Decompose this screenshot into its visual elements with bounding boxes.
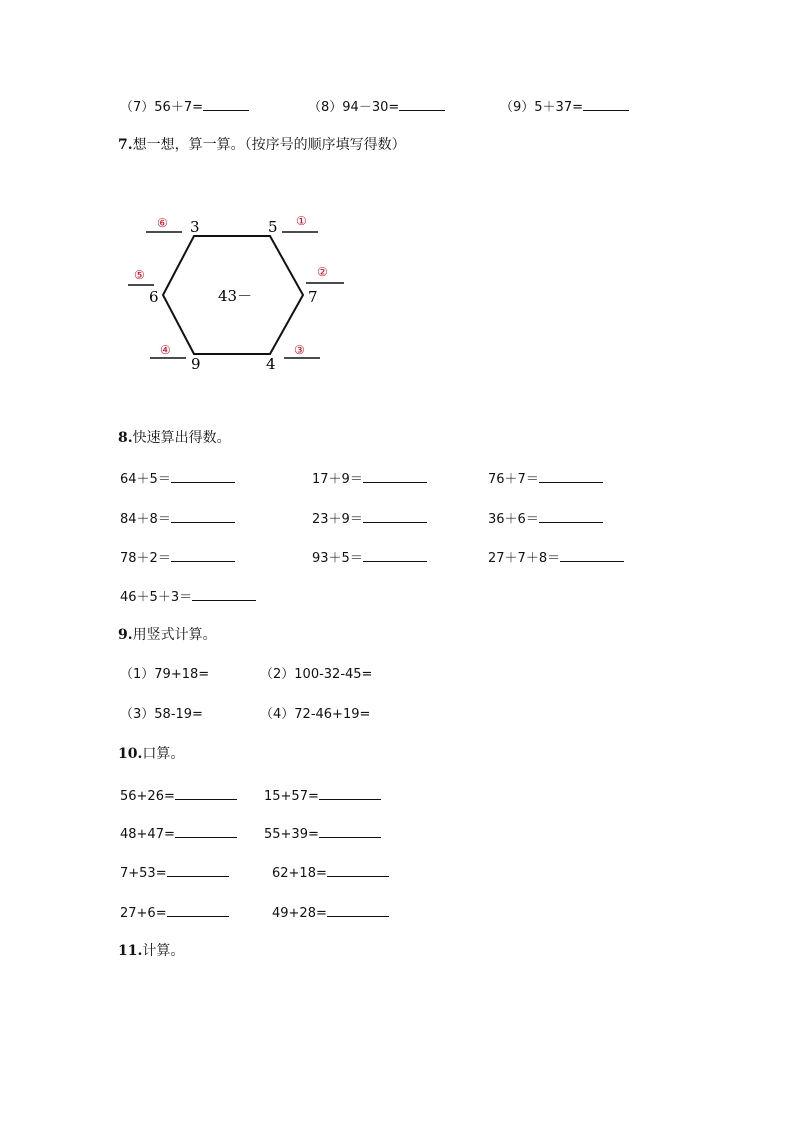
q9-item bbox=[120, 667, 209, 683]
question-8-heading bbox=[118, 429, 231, 447]
answer-blank[interactable] bbox=[171, 470, 235, 483]
answer-blank[interactable] bbox=[203, 98, 249, 111]
expression: 76＋7＝ bbox=[488, 472, 539, 487]
problem-9-text: （9）5＋37= bbox=[500, 100, 583, 115]
question-text: 用竖式计算。 bbox=[132, 627, 217, 643]
expression: 7+53= bbox=[120, 866, 167, 881]
expression: 23＋9＝ bbox=[312, 512, 363, 527]
q9-item bbox=[120, 707, 203, 723]
vertex-label-top-left: 3 bbox=[190, 218, 200, 236]
expression: 27＋7＋8＝ bbox=[488, 551, 561, 566]
order-mark-3: ③ bbox=[294, 343, 305, 357]
vertex-label-right: 7 bbox=[308, 288, 318, 306]
vertex-label-bottom-right: 4 bbox=[266, 355, 276, 373]
expression: 46＋5＋3＝ bbox=[120, 590, 193, 605]
answer-blank[interactable] bbox=[560, 549, 624, 562]
question-number: 10. bbox=[118, 746, 143, 762]
expression: 49+28= bbox=[272, 906, 327, 921]
order-mark-2: ② bbox=[317, 265, 328, 279]
question-number: 11. bbox=[118, 943, 143, 959]
vertex-label-bottom-left: 9 bbox=[191, 355, 201, 373]
expression: 15+57= bbox=[264, 789, 319, 804]
q9-item bbox=[260, 667, 372, 683]
question-7-heading bbox=[118, 136, 406, 154]
expression: 17＋9＝ bbox=[312, 472, 363, 487]
expression: 84＋8＝ bbox=[120, 512, 171, 527]
question-text: 快速算出得数。 bbox=[132, 430, 231, 446]
problem-8 bbox=[308, 98, 445, 116]
expression: 62+18= bbox=[272, 866, 327, 881]
question-number: 8. bbox=[118, 430, 133, 446]
answer-blank[interactable] bbox=[363, 510, 427, 523]
answer-blank[interactable] bbox=[327, 904, 389, 917]
q8-item bbox=[488, 549, 624, 567]
question-9-heading bbox=[118, 626, 217, 644]
q10-item bbox=[264, 825, 381, 843]
q8-item bbox=[120, 549, 235, 567]
answer-blank[interactable] bbox=[539, 510, 603, 523]
answer-blank[interactable] bbox=[319, 825, 381, 838]
expression: （2）100-32-45= bbox=[260, 667, 373, 682]
center-label: 43－ bbox=[218, 287, 253, 305]
q8-item bbox=[312, 470, 427, 488]
answer-blank[interactable] bbox=[175, 787, 237, 800]
q10-item bbox=[264, 787, 381, 805]
answer-blank[interactable] bbox=[363, 549, 427, 562]
q10-item bbox=[120, 864, 229, 882]
q8-item bbox=[312, 510, 427, 528]
problem-8-text: （8）94－30= bbox=[308, 100, 400, 115]
order-mark-4: ④ bbox=[160, 343, 171, 357]
q10-item bbox=[120, 825, 237, 843]
answer-blank[interactable] bbox=[171, 549, 235, 562]
q9-item bbox=[260, 707, 370, 723]
q10-item bbox=[272, 904, 389, 922]
order-mark-6: ⑥ bbox=[157, 216, 168, 230]
answer-blank[interactable] bbox=[583, 98, 629, 111]
vertex-label-top-right: 5 bbox=[268, 218, 278, 236]
expression: 27+6= bbox=[120, 906, 167, 921]
q10-item bbox=[272, 864, 389, 882]
q8-item bbox=[312, 549, 427, 567]
answer-blank[interactable] bbox=[399, 98, 445, 111]
question-text: 计算。 bbox=[142, 943, 185, 959]
answer-blank[interactable] bbox=[327, 864, 389, 877]
question-11-heading bbox=[118, 942, 184, 960]
question-text: 口算。 bbox=[142, 746, 185, 762]
order-mark-5: ⑤ bbox=[134, 268, 145, 282]
q8-item bbox=[120, 588, 256, 606]
expression: （1）79+18= bbox=[120, 667, 210, 682]
hexagon-svg bbox=[120, 205, 360, 385]
expression: 93＋5＝ bbox=[312, 551, 363, 566]
q8-item bbox=[488, 510, 603, 528]
expression: 78＋2＝ bbox=[120, 551, 171, 566]
vertex-label-left: 6 bbox=[149, 288, 159, 306]
q8-item bbox=[488, 470, 603, 488]
order-mark-1: ① bbox=[296, 214, 307, 228]
hexagon-diagram bbox=[120, 205, 360, 385]
q10-item bbox=[120, 787, 237, 805]
question-10-heading bbox=[118, 745, 184, 763]
expression: 56+26= bbox=[120, 789, 175, 804]
expression: （3）58-19= bbox=[120, 707, 203, 722]
answer-blank[interactable] bbox=[192, 588, 256, 601]
expression: 55+39= bbox=[264, 827, 319, 842]
answer-blank[interactable] bbox=[167, 864, 229, 877]
expression: 48+47= bbox=[120, 827, 175, 842]
q8-item bbox=[120, 470, 235, 488]
expression: 36＋6＝ bbox=[488, 512, 539, 527]
question-text: 想一想，算一算。（按序号的顺序填写得数） bbox=[132, 137, 406, 153]
question-number: 9. bbox=[118, 627, 133, 643]
expression: （4）72-46+19= bbox=[260, 707, 371, 722]
q8-item bbox=[120, 510, 235, 528]
problem-7 bbox=[120, 98, 249, 116]
answer-blank[interactable] bbox=[319, 787, 381, 800]
answer-blank[interactable] bbox=[539, 470, 603, 483]
answer-blank[interactable] bbox=[175, 825, 237, 838]
answer-blank[interactable] bbox=[363, 470, 427, 483]
problem-7-text: （7）56＋7= bbox=[120, 100, 203, 115]
problem-9 bbox=[500, 98, 629, 116]
question-number: 7. bbox=[118, 137, 133, 153]
expression: 64＋5＝ bbox=[120, 472, 171, 487]
answer-blank[interactable] bbox=[171, 510, 235, 523]
q10-item bbox=[120, 904, 229, 922]
answer-blank[interactable] bbox=[167, 904, 229, 917]
